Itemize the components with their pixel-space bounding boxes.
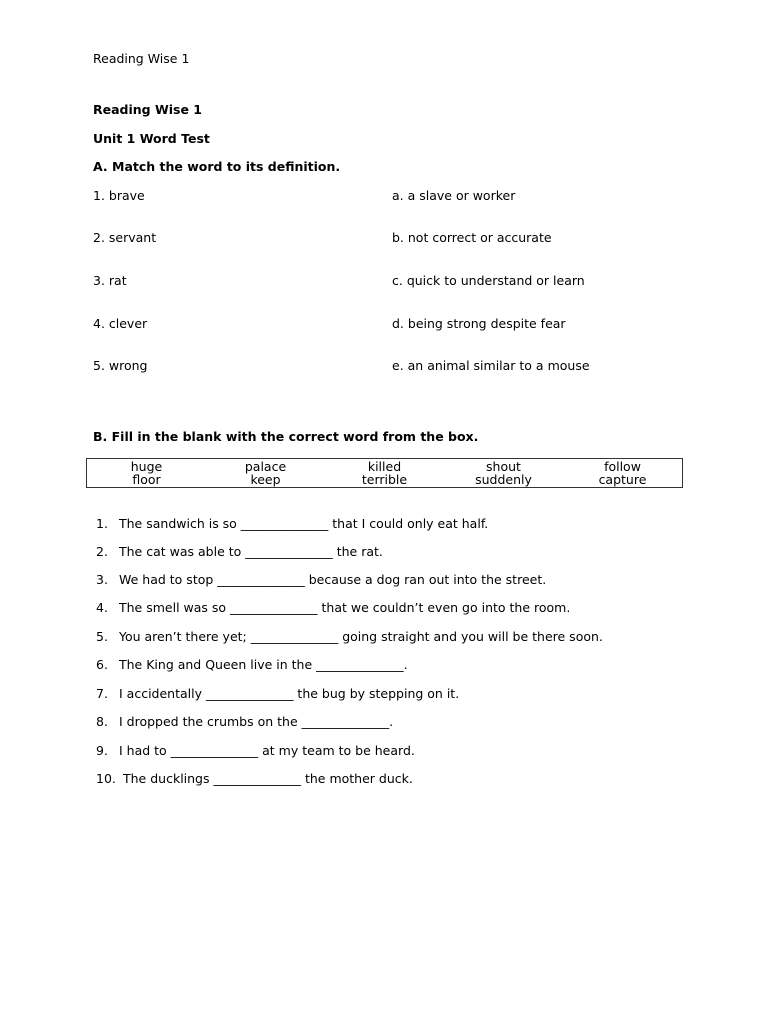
question-number: 5. [96, 629, 108, 644]
question-number: 1. [96, 516, 108, 531]
question-text: I had to ______________ at my team to be heard. [119, 743, 415, 758]
section-b-heading: B. Fill in the blank with the correct word from the box. [93, 429, 479, 444]
question-text: You aren’t there yet; ______________ going straight and you will be there soon. [119, 629, 603, 644]
question-number: 7. [96, 686, 108, 701]
question-text: We had to stop ______________ because a dog ran out into the street. [119, 572, 547, 587]
question-number: 9. [96, 743, 108, 758]
question-number: 4. [96, 600, 108, 615]
match-word: 2. servant [93, 230, 157, 245]
question-text: The King and Queen live in the ______________. [119, 657, 408, 672]
word-box-item: follow [604, 459, 641, 474]
word-box-item: floor [132, 472, 161, 487]
match-word: 4. clever [93, 316, 148, 331]
question-text: The smell was so ______________ that we couldn’t even go into the room. [119, 600, 571, 615]
match-definition: d. being strong despite fear [392, 316, 566, 331]
question-text: The cat was able to ______________ the rat. [119, 544, 383, 559]
question-number: 8. [96, 714, 108, 729]
question-number: 3. [96, 572, 108, 587]
word-box-item: capture [598, 472, 647, 487]
word-box-item: terrible [361, 472, 408, 487]
word-box-item: palace [244, 459, 287, 474]
question-text: I dropped the crumbs on the ______________. [119, 714, 394, 729]
word-box-item: shout [486, 459, 521, 474]
question-number: 2. [96, 544, 108, 559]
question-text: I accidentally ______________ the bug by stepping on it. [119, 686, 460, 701]
word-box-item: keep [250, 472, 281, 487]
match-definition: b. not correct or accurate [392, 230, 552, 245]
unit-title: Unit 1 Word Test [93, 131, 210, 146]
question-number: 6. [96, 657, 108, 672]
worksheet-title: Reading Wise 1 [93, 102, 203, 117]
match-definition: c. quick to understand or learn [392, 273, 585, 288]
question-text: The sandwich is so ______________ that I could only eat half. [119, 516, 489, 531]
match-word: 5. wrong [93, 358, 148, 373]
match-word: 3. rat [93, 273, 127, 288]
match-definition: a. a slave or worker [392, 188, 516, 203]
match-word: 1. brave [93, 188, 145, 203]
word-box [86, 458, 683, 488]
page-header: Reading Wise 1 [93, 51, 190, 66]
match-definition: e. an animal similar to a mouse [392, 358, 590, 373]
question-number: 10. [96, 771, 116, 786]
word-box-item: killed [367, 459, 402, 474]
question-text: The ducklings ______________ the mother duck. [123, 771, 413, 786]
word-box-item: suddenly [475, 472, 532, 487]
word-box-item: huge [130, 459, 163, 474]
section-a-heading: A. Match the word to its definition. [93, 159, 341, 174]
